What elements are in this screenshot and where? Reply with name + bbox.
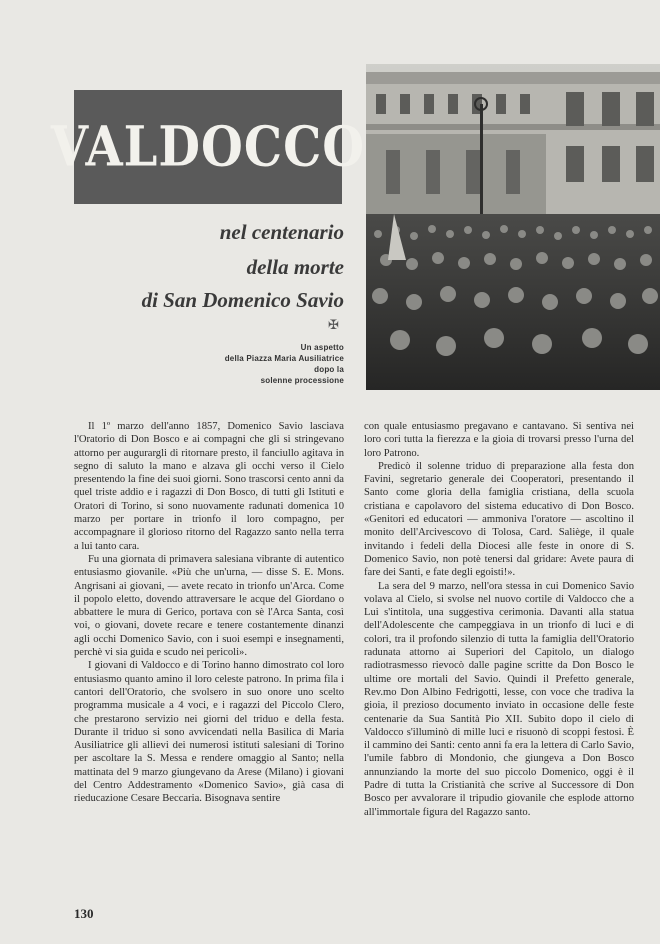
body-paragraph: I giovani di Valdocco e di Torino hanno dimostrato col loro entusiasmo quanto amino il loro celeste patrono. In prima fila i cantori dell'Oratorio, che svolsero in suo onore uno scelto programma musicale a 4 voci, e i ragazzi del Piccolo Clero, che prestarono servizio nei giorni del triduo e della festa. Durante il triduo si sono avvicendati nella Basilica di Maria Ausiliatrice gli allievi dei numerosi istituti salesiani di Torino per ascoltare la S. Messa e rendere omaggio al Santo; nella mattinata del 9 marzo giungevano da Arese (Milano) i giovani del Centro Addestramento «Domenico Savio», già casa di rieducazione Cesare Beccaria. Bisognava sentire [74, 660, 344, 805]
cross-ornament-icon: ✠ [328, 318, 339, 333]
body-column-right [364, 420, 634, 819]
subtitle-line-1: nel centenario [219, 220, 344, 244]
caption-line-1: Un aspetto [300, 343, 344, 352]
crowd-photo-image [366, 64, 660, 390]
body-column-left [74, 420, 344, 806]
body-paragraph: Fu una giornata di primavera salesiana vibrante di autentico entusiasmo giovanile. «Più che un'urna, — disse S. E. Mons. Angrisani ai giovani, — avete recato in trionfo un'Arca. Come il popolo eletto, dovendo attraversare le acque del Giordano o abbattere le mura di Gerico, portava con sè l'Arca Santa, così voi, o giovani, dovete recare e tenere costantemente dinanzi agli occhi Domenico Savio, con i suoi esempi e insegnamenti, perchè vi sia guida e scudo nei pericoli». [74, 553, 344, 659]
page-title: VALDOCCO [50, 114, 366, 180]
subtitle-line-2: della morte [246, 255, 344, 279]
subtitle-line-3: di San Domenico Savio [141, 288, 344, 312]
body-paragraph: Il 1º marzo dell'anno 1857, Domenico Savio lasciava l'Oratorio di Don Bosco e ai compagni che gli si stringevano attorno per augurargli di ritornare presto, il fanciullo agitava in segno di saluto la mano e alzava gli occhi verso il Cielo presentendo la fine dei suoi giorni. Sono trascorsi cento anni da quel triste addio e i ragazzi di Don Bosco, di tutti gli Istituti e Oratori di Torino, si sono nuovamente radunati domenica 10 marzo per portare in trionfo il loro compagno, per accompagnare il glorioso ritorno del Ragazzo santo nella terra a lui tanto cara. [74, 421, 344, 552]
crowd-photo [366, 64, 660, 390]
body-paragraph: con quale entusiasmo pregavano e cantavano. Si sentiva nei loro cori tutta la fierezza e la gioia di trovarsi presso l'urna del loro Patrono. [364, 421, 634, 459]
caption-line-2: della Piazza Maria Ausiliatrice [224, 354, 344, 363]
body-paragraph: Predicò il solenne triduo di preparazione alla festa don Favini, segretario generale dei Cooperatori, presentando il Santo come gloria della famiglia cristiana, della scuola cristiana e capolavoro del sistema educativo di Don Bosco. «Genitori ed educatori — ammoniva l'oratore — ascoltino il monito dell'Arcivescovo di Tolosa, Card. Saliège, il quale invitando i fedeli della Diocesi alle feste in onore di S. Domenico Savio, non potè tenersi dal gridare: Avete paura di fare dei Santi, e fate degli egoisti!». [364, 460, 634, 579]
caption-line-3: dopo la [314, 365, 344, 374]
photo-caption [225, 342, 344, 386]
title-banner [50, 90, 366, 204]
body-paragraph: La sera del 9 marzo, nell'ora stessa in cui Domenico Savio volava al Cielo, si svolse nel nuovo cortile di Valdocco che a Lui s'intitola, una suggestiva cerimonia. Davanti alla statua dell'Adolescente che campeggiava in un trionfo di luci e di colori, tra il profondo silenzio di tutta la famiglia dell'Oratorio radunata attorno ai Superiori del Capitolo, un dialogo radiotrasmesso rievocò dalle pagine scritte da Don Bosco le ultime ore mortali del Savio. Quindi il Prefetto generale, Rev.mo Don Albino Fedrigotti, lesse, con voce che tradiva la gioia, il prezioso documento inviato in occasione delle feste centenarie da Sua Santità Pio XII. Subito dopo il cielo di Valdocco s'illuminò di mille luci e risuonò di scoppi festosi. È il cammino dei Santi: cento anni fa era la lettera di Carlo Savio, l'umile fabbro di Mondonio, che giungeva a Don Bosco annunziando la morte del suo piccolo Domenico, oggi è il Padre di tutta la Cristianità che scrive al Successore di Don Bosco per avvalorare il tripudio giovanile che esplode attorno all'immortale figura del Ragazzo santo. [364, 580, 634, 818]
page-number: 130 [74, 906, 94, 921]
caption-line-4: solenne processione [260, 376, 344, 385]
